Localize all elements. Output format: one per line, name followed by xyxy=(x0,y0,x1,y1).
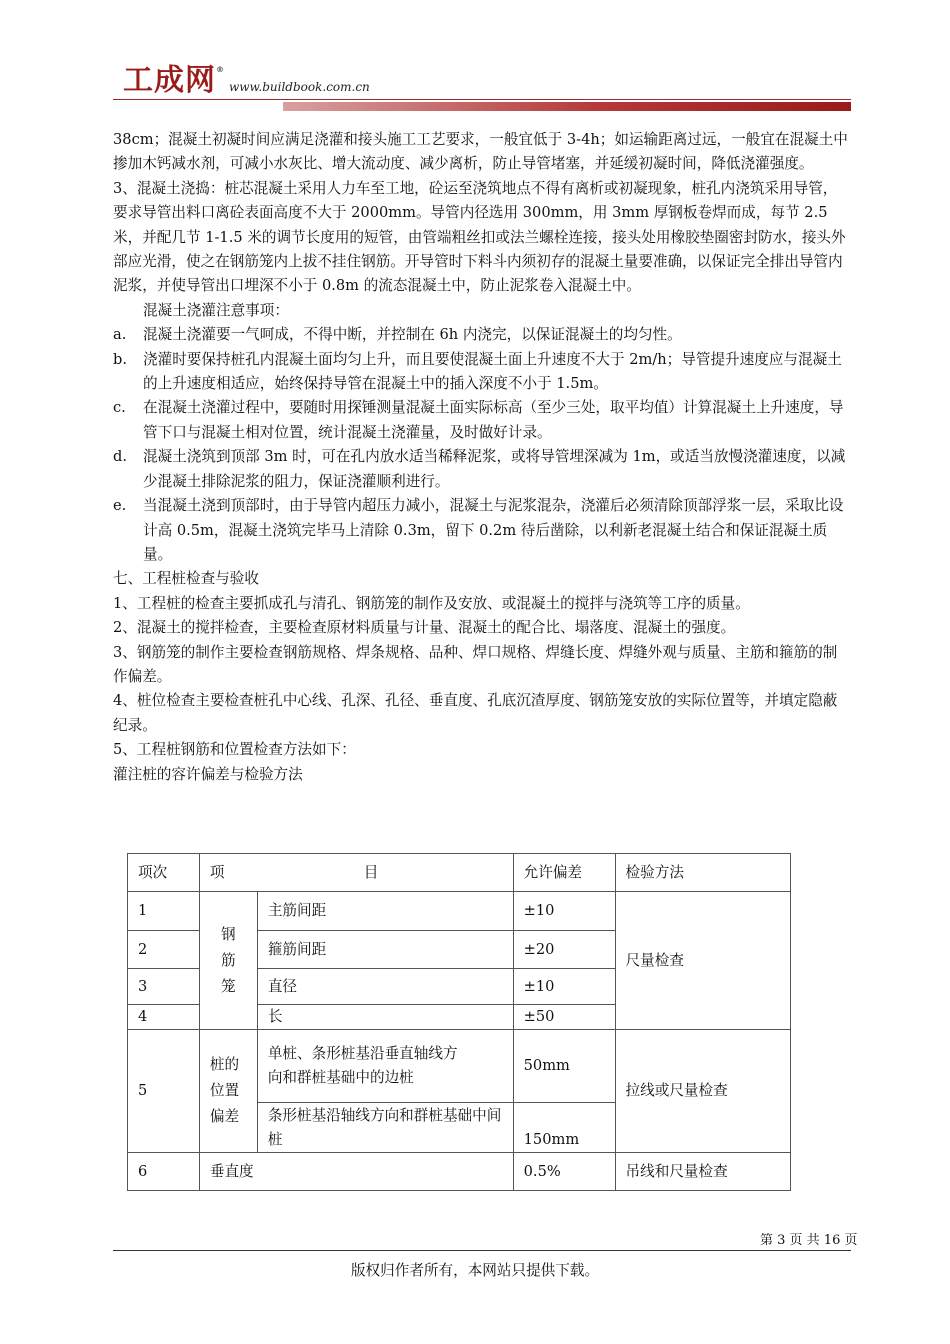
list-marker: e. xyxy=(113,497,127,515)
cell-item xyxy=(257,1030,513,1103)
list-marker: b. xyxy=(113,350,127,368)
header-index: 项次 xyxy=(128,854,200,892)
list-item xyxy=(113,445,851,494)
inspection-item-4: 4、桩位检查主要检查桩孔中心线、孔深、孔径、垂直度、孔底沉渣厚度、钢筋笼安放的实际位置等，并填定隐蔽纪录。 xyxy=(113,692,838,734)
cell-item xyxy=(257,1103,513,1153)
notes-title: 混凝土浇灌注意事项： xyxy=(143,301,289,319)
list-item xyxy=(113,348,851,397)
cell-group-cage xyxy=(199,892,257,1030)
group-cage-label: 钢筋笼 xyxy=(221,925,236,995)
table-caption: 灌注桩的容许偏差与检验方法 xyxy=(113,765,303,783)
list-text: 浇灌时要保持桩孔内混凝土面均匀上升，而且要使混凝土面上升速度不大于 2m/h；导管提升速度应与混凝土的上升速度相适应，始终保持导管在混凝土中的插入深度不小于 1.5m。 xyxy=(143,350,842,393)
cell-item: 直径 xyxy=(257,969,513,1005)
cell-group-position xyxy=(199,1030,257,1153)
list-marker: d. xyxy=(113,448,127,466)
site-logo xyxy=(123,63,224,98)
cell-method-position: 拉线或尺量检查 xyxy=(615,1030,790,1153)
list-text: 当混凝土浇到顶部时，由于导管内超压力减小，混凝土与泥浆混杂，浇灌后必须清除顶部浮浆一层，采取比设计高 0.5m，混凝土浇筑完毕马上清除 0.3m，留下 0.2m 待后凿除，以利新老混凝土结合和保证混凝土质量。 xyxy=(143,497,844,563)
header-item-b: 目 xyxy=(363,863,379,881)
logo-text: 工成网 xyxy=(123,63,216,98)
list-marker: c. xyxy=(113,399,126,417)
list-item xyxy=(113,323,851,347)
cell-item: 垂直度 xyxy=(199,1153,513,1191)
page-header xyxy=(113,62,851,112)
paragraph-concrete-pouring: 3、混凝土浇捣：桩芯混凝土采用人力车至工地，砼运至浇筑地点不得有离析或初凝现象，桩孔内浇筑采用导管，要求导管出料口离砼表面高度不大于 2000mm。导管内径选用 300mm，用 3mm 厚钢板卷焊而成，每节 2.5 米，并配几节 1-1.5 米的调节长度用的短管，由管端粗丝扣或法兰螺栓连接，接头处用橡胶垫圈密封防水，接头外部应光滑，使之在钢筋笼内上拔不挂住钢筋。开导管时下料斗内须初存的混凝土量要准确，以保证完全排出导管内泥浆，并使导管出口埋深不小于 0.8m 的流态混凝土中，防止泥浆卷入混凝土中。 xyxy=(113,179,846,295)
paragraph-concrete-setting: 38cm；混凝土初凝时间应满足浇灌和接头施工工艺要求，一般宜低于 3-4h；如运输距离过远，一般宜在混凝土中掺加木钙减水剂，可减小水灰比、增大流动度、减少离析，防止导管堵塞，并延缓初凝时间，降低浇灌强度。 xyxy=(113,131,848,173)
section-heading: 七、工程桩检查与验收 xyxy=(113,570,259,588)
cell-item: 主筋间距 xyxy=(257,892,513,931)
list-marker: a. xyxy=(113,326,127,344)
list-text: 在混凝土浇灌过程中，要随时用探锤测量混凝土面实际标高（至少三处，取平均值）计算混凝土上升速度，导管下口与混凝土相对位置，统计混凝土浇灌量，及时做好计录。 xyxy=(143,399,844,441)
header-method: 检验方法 xyxy=(615,854,790,892)
inspection-item-1: 1、工程桩的检查主要抓成孔与清孔、钢筋笼的制作及安放、或混凝土的搅拌与浇筑等工序的质量。 xyxy=(113,594,750,612)
site-url: www.buildbook.com.cn xyxy=(229,80,370,94)
list-text: 混凝土浇灌要一气呵成，不得中断，并控制在 6h 内浇完，以保证混凝土的均匀性。 xyxy=(143,326,682,344)
header-tolerance: 允许偏差 xyxy=(513,854,615,892)
inspection-item-2: 2、混凝土的搅拌检查，主要检查原材料质量与计量、混凝土的配合比、塌落度、混凝土的强度。 xyxy=(113,619,736,637)
copyright-notice: 版权归作者所有，本网站只提供下载。 xyxy=(350,1262,600,1279)
cell-tolerance: 0.5% xyxy=(513,1153,615,1191)
cell-tolerance: 150mm xyxy=(513,1103,615,1153)
cell-tolerance: ±50 xyxy=(513,1005,615,1030)
header-divider xyxy=(113,99,851,100)
cell-method-cage: 尺量检查 xyxy=(615,892,790,1030)
header-item-a: 项 xyxy=(209,863,225,881)
page-number: 第 3 页 共 16 页 xyxy=(760,1233,858,1248)
registered-mark: ® xyxy=(216,65,224,74)
cell-method-vertical: 吊线和尺量检查 xyxy=(615,1153,790,1191)
inspection-item-3: 3、钢筋笼的制作主要检查钢筋规格、焊条规格、品种、焊口规格、焊缝长度、焊缝外观与质量、主筋和箍筋的制作偏差。 xyxy=(113,643,838,685)
table-row xyxy=(128,1030,791,1103)
table-header-row xyxy=(128,854,791,892)
cell-tolerance: 50mm xyxy=(513,1030,615,1103)
cell-index: 2 xyxy=(128,931,200,969)
header-color-bar xyxy=(283,102,851,111)
cell-item: 长 xyxy=(257,1005,513,1030)
cell-item-text: 单桩、条形桩基沿垂直轴线方向和群桩基础中的边桩 xyxy=(267,1045,458,1086)
list-text: 混凝土浇筑到顶部 3m 时，可在孔内放水适当稀释泥浆，或将导管埋深减为 1m，或适当放慢浇灌速度，以减少混凝土排除泥浆的阻力，保证浇灌顺利进行。 xyxy=(143,448,846,490)
cell-index: 5 xyxy=(128,1030,200,1153)
cell-tolerance: ±20 xyxy=(513,931,615,969)
cell-tolerance: ±10 xyxy=(513,969,615,1005)
cell-index: 3 xyxy=(128,969,200,1005)
document-body xyxy=(113,128,851,787)
cell-item-text: 条形桩基沿轴线方向和群桩基础中间桩 xyxy=(267,1106,502,1148)
cell-item: 箍筋间距 xyxy=(257,931,513,969)
cell-index: 1 xyxy=(128,892,200,931)
inspection-item-5: 5、工程桩钢筋和位置检查方法如下： xyxy=(113,741,356,759)
list-item xyxy=(113,494,851,567)
cell-tolerance: ±10 xyxy=(513,892,615,931)
list-item xyxy=(113,396,851,445)
cell-index: 6 xyxy=(128,1153,200,1191)
footer-divider xyxy=(113,1250,851,1251)
table-row xyxy=(128,1153,791,1191)
cell-index: 4 xyxy=(128,1005,200,1030)
tolerance-table xyxy=(127,853,791,1191)
group-position-label: 桩的位置偏差 xyxy=(209,1056,240,1125)
table-row xyxy=(128,892,791,931)
header-item xyxy=(199,854,513,892)
